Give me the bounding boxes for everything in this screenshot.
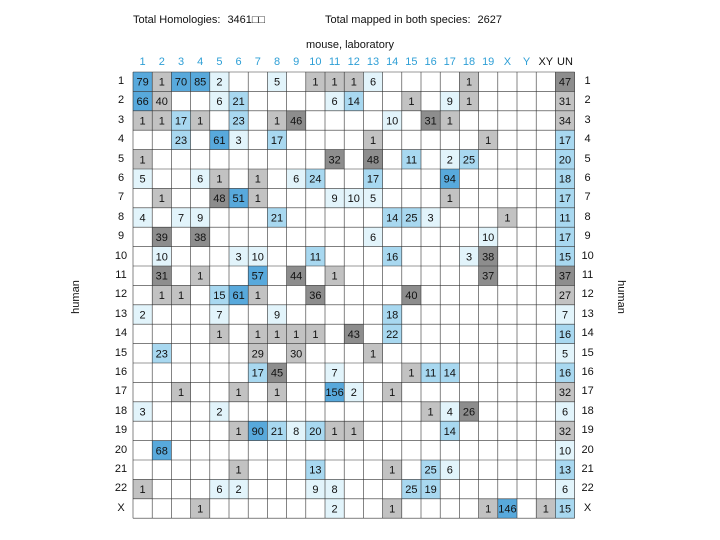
heatmap-cell-value: 2	[235, 484, 242, 497]
heatmap-cell-value: 1	[446, 193, 453, 206]
heatmap-cell-value: 6	[216, 484, 223, 497]
column-label: 10	[309, 56, 322, 68]
column-label: 6	[235, 56, 242, 68]
column-label: Y	[522, 56, 531, 68]
heatmap-cell-value: 8	[331, 484, 338, 497]
row-label-left: 2	[117, 94, 125, 107]
heatmap-cell-value: 17	[366, 173, 380, 186]
row-label-right: 22	[581, 482, 594, 495]
heatmap-cell-value: 1	[139, 115, 146, 128]
heatmap-cell-value: 25	[462, 154, 476, 167]
heatmap-cell-value: 23	[232, 115, 245, 128]
column-label: 5	[216, 56, 223, 68]
heatmap-cell-value: 61	[213, 134, 226, 147]
heatmap-cell-value: 37	[558, 270, 572, 283]
row-label-right: 6	[584, 172, 591, 184]
heatmap-cell-value: 1	[408, 367, 415, 380]
heatmap-cell-value: 1	[389, 387, 396, 400]
heatmap-cell-value: 1	[273, 115, 281, 128]
heatmap-cell-value: 1	[139, 154, 146, 167]
row-label-right: 17	[581, 385, 594, 398]
heatmap-cell-value: 3	[235, 251, 242, 264]
heatmap-cell-value: 14	[443, 425, 456, 438]
heatmap-cell-value: 10	[558, 445, 572, 458]
column-label: 4	[197, 56, 204, 68]
row-label-right: 7	[584, 191, 591, 204]
heatmap-cell-value: 1	[485, 134, 492, 147]
heatmap-cell-value: 10	[155, 251, 168, 264]
heatmap-cell-value: 31	[424, 115, 437, 128]
column-label: 9	[293, 56, 300, 68]
heatmap-cell-value: 20	[309, 425, 322, 438]
heatmap-cell-value: 1	[504, 212, 511, 225]
heatmap-cell-value: 23	[155, 348, 168, 361]
heatmap-cell-value: 46	[290, 115, 303, 128]
row-label-right: 10	[581, 249, 594, 262]
column-label: X	[503, 56, 512, 68]
row-label-right: 18	[581, 404, 594, 417]
total-homologies-label: Total Homologies:	[133, 14, 221, 26]
heatmap-cell-value: 1	[235, 387, 242, 400]
heatmap-cell-value: 39	[155, 231, 168, 244]
heatmap-cell-value: 1	[177, 290, 185, 303]
heatmap-cell-value: 9	[197, 212, 204, 225]
heatmap-cell-value: 1	[408, 96, 415, 109]
row-label-left: 15	[114, 346, 128, 359]
heatmap-cell-value: 1	[389, 503, 396, 516]
row-label-left: 20	[114, 443, 128, 456]
heatmap-cell-value: 22	[386, 328, 399, 341]
row-label-right: 16	[581, 366, 594, 378]
heatmap-cell-value: 25	[424, 464, 437, 477]
heatmap-cell-value: 9	[331, 193, 338, 206]
heatmap-cell-value: 44	[290, 270, 303, 283]
heatmap-cell-value: 61	[232, 290, 245, 303]
heatmap-cell-value: 21	[270, 425, 284, 438]
heatmap-cell-value: 25	[405, 484, 418, 497]
row-label-left: 10	[114, 249, 128, 262]
heatmap-cell-value: 6	[369, 231, 377, 244]
row-label-left: 11	[115, 269, 127, 281]
heatmap-cell-value: 1	[197, 503, 204, 516]
column-label: 16	[424, 56, 437, 68]
heatmap-cell-value: 8	[293, 425, 300, 438]
heatmap-cell-value: 17	[558, 193, 572, 206]
y-axis-label-left: human	[70, 280, 82, 314]
heatmap-cell-value: 38	[482, 251, 495, 264]
heatmap-cell-value: 19	[424, 484, 437, 497]
heatmap-cell-value: 6	[369, 76, 377, 89]
heatmap-cell-value: 146	[498, 503, 517, 516]
row-label-right: 9	[584, 230, 591, 243]
heatmap-cell-value: 85	[194, 76, 207, 89]
heatmap-cell-value: 17	[270, 134, 284, 147]
column-label: 8	[273, 56, 281, 68]
heatmap-cell-value: 1	[254, 173, 261, 186]
heatmap-cell-value: 14	[386, 212, 399, 225]
heatmap-cell-value: 2	[331, 503, 338, 516]
column-label: 7	[254, 56, 261, 68]
column-label: 18	[462, 56, 476, 68]
heatmap-cell-value: 2	[216, 406, 223, 419]
heatmap-cell-value: 94	[443, 173, 456, 186]
row-label-left: 4	[117, 133, 125, 146]
heatmap-cell-value: 14	[443, 367, 456, 380]
heatmap-cell-value: 40	[405, 290, 418, 303]
heatmap-cell-value: 38	[194, 231, 207, 244]
row-label-left: 5	[117, 152, 125, 165]
heatmap-cell-value: 1	[350, 425, 357, 438]
heatmap-cell-value: 1	[465, 76, 473, 89]
heatmap-cell-value: 23	[174, 134, 188, 147]
heatmap-cell-value: 11	[309, 251, 322, 264]
heatmap-cell-value: 2	[446, 154, 453, 167]
heatmap-cell-value: 11	[405, 154, 418, 167]
heatmap-cell-value: 6	[293, 173, 300, 186]
heatmap-cell-value: 1	[273, 387, 281, 400]
heatmap-cell-value: 3	[465, 251, 473, 264]
y-axis-label-right: human	[615, 280, 627, 314]
heatmap-cell-value: 5	[369, 193, 377, 206]
row-label-right: 2	[584, 94, 591, 107]
heatmap-cell-value: 2	[139, 309, 146, 322]
heatmap-cell-value: 2	[350, 387, 357, 400]
row-label-right: 13	[581, 307, 594, 320]
column-label: 1	[139, 56, 146, 68]
row-label-left: 3	[117, 113, 125, 126]
heatmap-cell-value: 1	[446, 115, 453, 128]
row-label-left: 18	[114, 404, 128, 417]
column-label: 12	[347, 56, 360, 68]
row-label-right: 3	[584, 113, 591, 126]
row-label-right: X	[583, 501, 592, 514]
row-label-right: 20	[581, 443, 594, 456]
heatmap-cell-value: 11	[424, 367, 437, 380]
total-mapped-value: 2627	[477, 14, 503, 26]
heatmap-cell-value: 1	[485, 503, 492, 516]
heatmap-cell-value: 18	[386, 309, 399, 322]
heatmap-cell-value: 6	[216, 96, 223, 109]
heatmap-cell-value: 1	[369, 348, 377, 361]
heatmap-cell-value: 5	[561, 348, 569, 361]
heatmap-cell-value: 7	[561, 309, 569, 322]
row-label-left: 22	[114, 482, 128, 495]
x-axis-label: mouse, laboratory	[305, 39, 395, 51]
row-label-left: 9	[117, 230, 125, 243]
heatmap-cell-value: 3	[235, 134, 242, 147]
row-label-right: 15	[581, 346, 594, 359]
row-label-left: 12	[114, 288, 128, 301]
total-homologies-value: 3461□□	[227, 14, 266, 26]
column-label: 11	[328, 56, 341, 68]
heatmap-cell-value: 40	[155, 96, 168, 109]
heatmap-cell-value: 6	[197, 173, 204, 186]
heatmap-cell-value: 156	[325, 387, 344, 400]
heatmap-cell-value: 1	[254, 193, 261, 206]
heatmap-cell-value: 21	[270, 212, 284, 225]
heatmap-cell-value: 24	[309, 173, 322, 186]
heatmap-cell-value: 1	[331, 270, 338, 283]
row-label-left: 1	[117, 75, 125, 87]
heatmap-cell-value: 79	[136, 76, 149, 89]
heatmap-cell-value: 1	[312, 328, 319, 341]
heatmap-cell-value: 7	[177, 212, 185, 225]
heatmap-cell-value: 68	[155, 445, 168, 458]
column-label: 3	[177, 56, 185, 68]
heatmap-cell-value: 34	[558, 115, 572, 128]
heatmap-cell-value: 14	[347, 96, 360, 109]
heatmap-cell-value: 37	[482, 270, 495, 283]
heatmap-cell-value: 31	[155, 270, 168, 283]
heatmap-cell-value: 1	[216, 173, 223, 186]
heatmap-cell-value: 6	[561, 406, 569, 419]
heatmap-cell-value: 4	[446, 406, 453, 419]
row-label-right: 1	[584, 75, 591, 87]
row-label-left: 7	[117, 191, 125, 204]
heatmap-cell-value: 1	[465, 96, 473, 109]
heatmap-cell-value: 10	[347, 193, 360, 206]
heatmap-cell-value: 90	[251, 425, 264, 438]
heatmap-cell-value: 70	[174, 76, 188, 89]
heatmap-cell-value: 29	[251, 348, 264, 361]
row-label-left: 21	[114, 463, 128, 475]
heatmap-cell-value: 1	[177, 387, 185, 400]
heatmap-cell-value: 51	[232, 193, 245, 206]
heatmap-cell-value: 31	[558, 96, 572, 109]
heatmap-cell-value: 1	[369, 134, 377, 147]
heatmap-cell-value: 1	[197, 270, 204, 283]
row-label-left: 17	[114, 385, 128, 398]
heatmap-cell-value: 15	[213, 290, 226, 303]
heatmap-cell-value: 10	[482, 231, 495, 244]
heatmap-cell-value: 17	[174, 115, 188, 128]
heatmap-cell-value: 15	[558, 503, 572, 516]
heatmap-cell-value: 1	[158, 290, 165, 303]
heatmap-cell-value: 7	[216, 309, 223, 322]
heatmap-cell-value: 1	[350, 76, 357, 89]
heatmap-cell-value: 1	[427, 406, 434, 419]
row-label-right: 19	[581, 424, 594, 437]
heatmap-cell-value: 1	[197, 115, 204, 128]
heatmap-cell-value: 18	[558, 173, 572, 186]
heatmap-cell-value: 3	[139, 406, 146, 419]
heatmap-cell-value: 17	[558, 231, 572, 244]
heatmap-cell-value: 1	[254, 328, 261, 341]
heatmap-cell-value: 6	[446, 464, 453, 477]
row-label-left: 16	[114, 366, 128, 378]
heatmap-cell-value: 1	[254, 290, 261, 303]
column-label: 13	[366, 56, 380, 68]
heatmap-cell-value: 43	[347, 328, 360, 341]
heatmap-cell-value: 10	[251, 251, 264, 264]
heatmap-cell-value: 1	[235, 464, 242, 477]
row-label-right: 12	[581, 288, 594, 301]
heatmap-cell-value: 5	[273, 76, 281, 89]
heatmap-cell-value: 1	[331, 425, 338, 438]
heatmap-cell-value: 1	[293, 328, 300, 341]
row-label-left: 6	[117, 172, 125, 184]
heatmap-cell-value: 1	[542, 503, 549, 516]
column-label: 17	[443, 56, 456, 68]
heatmap-cell-value: 10	[386, 115, 399, 128]
heatmap-cell-value: 1	[331, 76, 338, 89]
column-label: 14	[386, 56, 399, 68]
heatmap-cell-value: 17	[558, 134, 572, 147]
row-label-right: 21	[581, 463, 594, 475]
column-label: XY	[538, 56, 554, 68]
heatmap-cell-value: 48	[213, 193, 226, 206]
heatmap-cell-value: 1	[389, 464, 396, 477]
row-label-right: 14	[581, 327, 594, 340]
heatmap-cell-value: 36	[309, 290, 322, 303]
heatmap-cell-value: 16	[558, 367, 572, 380]
row-label-left: 19	[114, 424, 128, 437]
row-label-left: 8	[117, 210, 125, 223]
row-label-left: X	[117, 501, 125, 514]
heatmap-cell-value: 3	[427, 212, 434, 225]
heatmap-cell-value: 20	[558, 154, 572, 167]
heatmap-cell-value: 27	[558, 290, 572, 303]
row-label-right: 5	[584, 152, 591, 165]
heatmap-cell-value: 9	[273, 309, 281, 322]
heatmap-cell-value: 66	[136, 96, 149, 109]
heatmap-cell-value: 15	[558, 251, 572, 264]
column-label: 2	[158, 56, 165, 68]
heatmap-cell-value: 26	[462, 406, 476, 419]
heatmap-cell-value: 45	[270, 367, 284, 380]
column-label: 15	[405, 56, 418, 68]
heatmap-cell-value: 13	[309, 464, 322, 477]
heatmap-cell-value: 13	[558, 464, 572, 477]
row-label-left: 14	[114, 327, 128, 340]
heatmap-cell-value: 1	[158, 115, 165, 128]
heatmap-cell-value: 30	[290, 348, 303, 361]
heatmap-cell-value: 9	[446, 96, 453, 109]
heatmap-cell-value: 47	[558, 76, 572, 89]
heatmap-cell-value: 1	[158, 76, 165, 89]
heatmap-cell-value: 5	[139, 173, 146, 186]
heatmap-cell-value: 17	[251, 367, 264, 380]
heatmap-cell-value: 1	[139, 484, 146, 497]
heatmap-cell-value: 21	[232, 96, 245, 109]
heatmap-cell-value: 16	[558, 328, 572, 341]
heatmap-cell-value: 7	[331, 367, 338, 380]
heatmap-cell-value: 9	[312, 484, 319, 497]
column-label: 19	[482, 56, 495, 68]
heatmap-cell-value: 16	[386, 251, 399, 264]
total-mapped-label: Total mapped in both species:	[325, 14, 471, 26]
row-label-right: 11	[581, 269, 594, 281]
heatmap-cell-value: 32	[558, 425, 572, 438]
heatmap-cell-value: 11	[559, 212, 571, 225]
heatmap-cell-value: 32	[558, 387, 572, 400]
row-label-right: 8	[584, 210, 591, 223]
row-label-left: 13	[114, 307, 128, 320]
heatmap-cell-value: 48	[366, 154, 380, 167]
heatmap-cell-value: 6	[331, 96, 338, 109]
column-label: UN	[557, 56, 573, 68]
heatmap-cell-value: 4	[139, 212, 146, 225]
heatmap-cell-value: 1	[216, 328, 223, 341]
heatmap-cell-value: 1	[158, 193, 165, 206]
heatmap-cell-value: 32	[328, 154, 341, 167]
heatmap-cell-value: 25	[405, 212, 418, 225]
row-label-right: 4	[584, 133, 591, 146]
heatmap-cell-value: 1	[312, 76, 319, 89]
heatmap-cell-value: 6	[561, 484, 569, 497]
heatmap-cell-value: 57	[251, 270, 264, 283]
heatmap-cell-value: 2	[216, 76, 223, 89]
heatmap-cell-value: 1	[235, 425, 242, 438]
heatmap-cell-value: 1	[273, 328, 281, 341]
